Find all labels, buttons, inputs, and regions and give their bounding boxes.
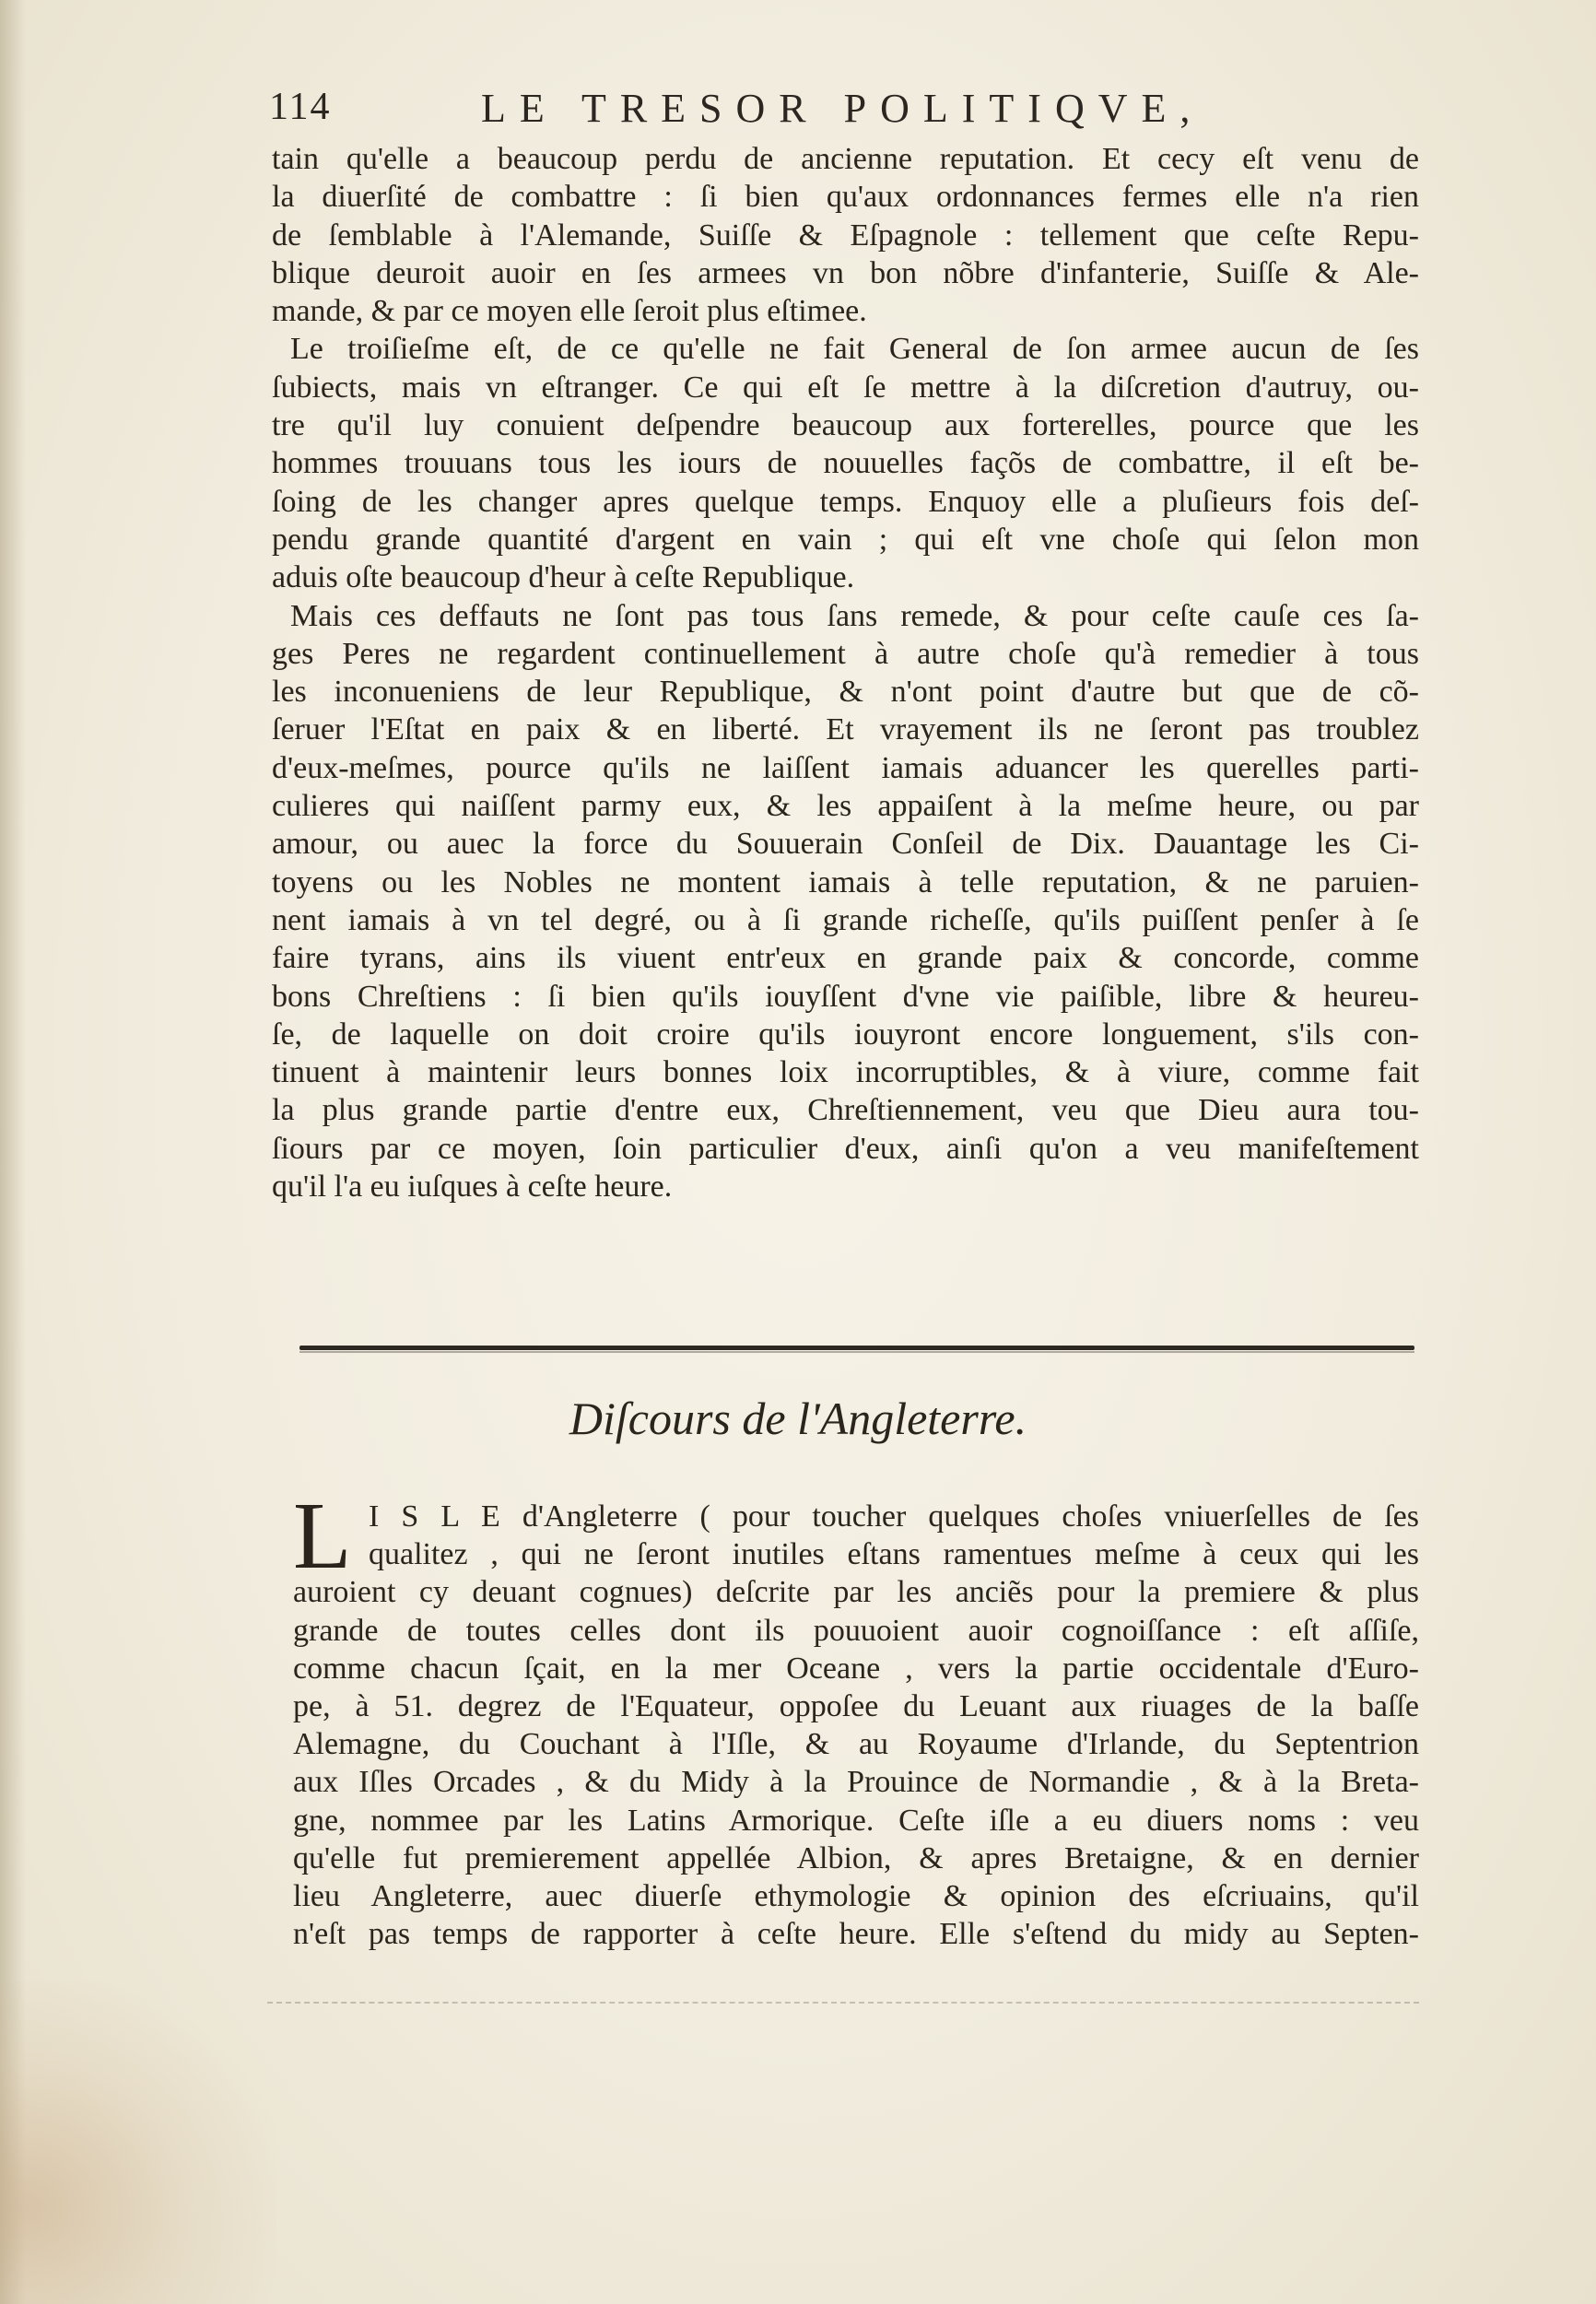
running-title: LE TRESOR POLITIQVE, — [481, 86, 1204, 131]
text-line: la diuerſité de combattre : ſi bien qu'aux ordonnances fermes elle n'a rien — [272, 180, 1419, 215]
bleed-through-marks — [267, 2002, 1419, 2005]
text-line: nent iamais à vn tel degré, ou à ſi grande richeſſe, qu'ils puiſſent penſer à ſe — [272, 902, 1419, 937]
text-line: pe, à 51. degrez de l'Equateur, oppoſee du Leuant aux riuages de la baſſe — [293, 1688, 1419, 1723]
text-line: mande, & par ce moyen elle ſeroit plus eſtimee. — [272, 294, 867, 329]
text-line: la plus grande partie d'entre eux, Chreſtiennement, veu que Dieu aura tou- — [272, 1093, 1419, 1128]
drop-cap: L — [293, 1483, 352, 1589]
text-line: qualitez , qui ne ſeront inutiles eſtans ramentues meſme à ceux qui les — [369, 1537, 1419, 1572]
text-line: hommes trouuans tous les iours de nouuelles façõs de combattre, il eſt be- — [272, 446, 1419, 481]
text-line: pendu grande quantité d'argent en vain ; qui eſt vne choſe qui ſelon mon — [272, 522, 1419, 557]
text-line: de ſemblable à l'Alemande, Suiſſe & Eſpagnole : tellement que ceſte Repu- — [272, 217, 1419, 253]
text-line: les inconueniens de leur Republique, & n'ont point d'autre but que de cõ- — [272, 675, 1419, 710]
text-line: amour, ou auec la force du Souuerain Conſeil de Dix. Dauantage les Ci- — [272, 827, 1419, 862]
text-line: tain qu'elle a beaucoup perdu de ancienne reputation. Et cecy eſt venu de — [272, 142, 1419, 176]
text-line: comme chacun ſçait, en la mer Oceane , vers la partie occidentale d'Euro- — [293, 1651, 1419, 1686]
text-line: faire tyrans, ains ils viuent entr'eux en grande paix & concorde, comme — [272, 941, 1419, 976]
text-line: aduis oſte beaucoup d'heur à ceſte Republique. — [272, 560, 855, 595]
page-header — [269, 85, 1430, 140]
text-line: qu'elle fut premierement appellée Albion, & apres Bretaigne, & en dernier — [293, 1840, 1419, 1875]
text-line: grande de toutes celles dont ils pouuoient auoir cognoiſſance : eſt aſſiſe, — [293, 1613, 1419, 1648]
text-line: Mais ces deffauts ne ſont pas tous ſans remede, & pour ceſte cauſe ces ſa- — [290, 598, 1419, 633]
text-line: I S L E d'Angleterre ( pour toucher quelques choſes vniuerſelles de ſes — [369, 1499, 1419, 1534]
section-divider — [299, 1346, 1414, 1350]
text-line: Le troiſieſme eſt, de ce qu'elle ne fait General de ſon armee aucun de ſes — [290, 332, 1419, 367]
text-line: tinuent à maintenir leurs bonnes loix incorruptibles, & à viure, comme fait — [272, 1055, 1419, 1090]
section-heading: Diſcours de l'Angleterre. — [569, 1393, 1027, 1444]
text-line: Alemagne, du Couchant à l'Iſle, & au Royaume d'Irlande, du Septentrion — [293, 1727, 1419, 1762]
text-line: toyens ou les Nobles ne montent iamais à telle reputation, & ne paruien- — [272, 864, 1419, 899]
water-stain — [0, 1981, 276, 2304]
page-edge-shadow — [0, 0, 26, 2304]
text-line: qu'il l'a eu iuſques à ceſte heure. — [272, 1170, 673, 1205]
main-text-block — [272, 140, 1419, 1205]
text-line: tre qu'il luy conuient deſpendre beaucoup aux forterelles, pource que les — [272, 408, 1419, 443]
text-line: gne, nommee par les Latins Armorique. Ceſte iſle a eu diuers noms : veu — [293, 1803, 1419, 1838]
text-line: n'eſt pas temps de rapporter à ceſte heure. Elle s'eſtend du midy au Septen- — [293, 1917, 1419, 1952]
text-line: ſe, de laquelle on doit croire qu'ils iouyront encore longuement, s'ils con- — [272, 1017, 1419, 1052]
section-text-block — [293, 1498, 1419, 1953]
text-line: d'eux-meſmes, pource qu'ils ne laiſſent iamais aduancer les querelles parti- — [272, 750, 1419, 785]
text-line: ſoing de les changer apres quelque temps. Enquoy elle a pluſieurs fois deſ- — [272, 484, 1419, 519]
page-number: 114 — [269, 86, 332, 128]
text-line: culieres qui naiſſent parmy eux, & les appaiſent à la meſme heure, ou par — [272, 789, 1419, 824]
text-line: auroient cy deuant cognues) deſcrite par les anciẽs pour la premiere & plus — [293, 1575, 1419, 1610]
text-line: ſubiects, mais vn eſtranger. Ce qui eſt ſe mettre à la diſcretion d'autruy, ou- — [272, 370, 1419, 405]
text-line: aux Iſles Orcades , & du Midy à la Prouince de Normandie , & à la Breta- — [293, 1765, 1419, 1800]
text-line: blique deuroit auoir en ſes armees vn bon nõbre d'infanterie, Suiſſe & Ale- — [272, 255, 1419, 290]
text-line: bons Chreſtiens : ſi bien qu'ils iouyſſent d'vne vie paiſible, libre & heureu- — [272, 979, 1419, 1014]
text-line: lieu Angleterre, auec diuerſe ethymologie & opinion des eſcriuains, qu'il — [293, 1878, 1419, 1913]
text-line: ges Peres ne regardent continuellement à autre choſe qu'à remedier à tous — [272, 636, 1419, 671]
text-line: ſeruer l'Eſtat en paix & en liberté. Et vrayement ils ne ſeront pas troublez — [272, 712, 1419, 747]
text-line: ſiours par ce moyen, ſoin particulier d'eux, ainſi qu'on a veu manifeſtement — [272, 1131, 1419, 1166]
